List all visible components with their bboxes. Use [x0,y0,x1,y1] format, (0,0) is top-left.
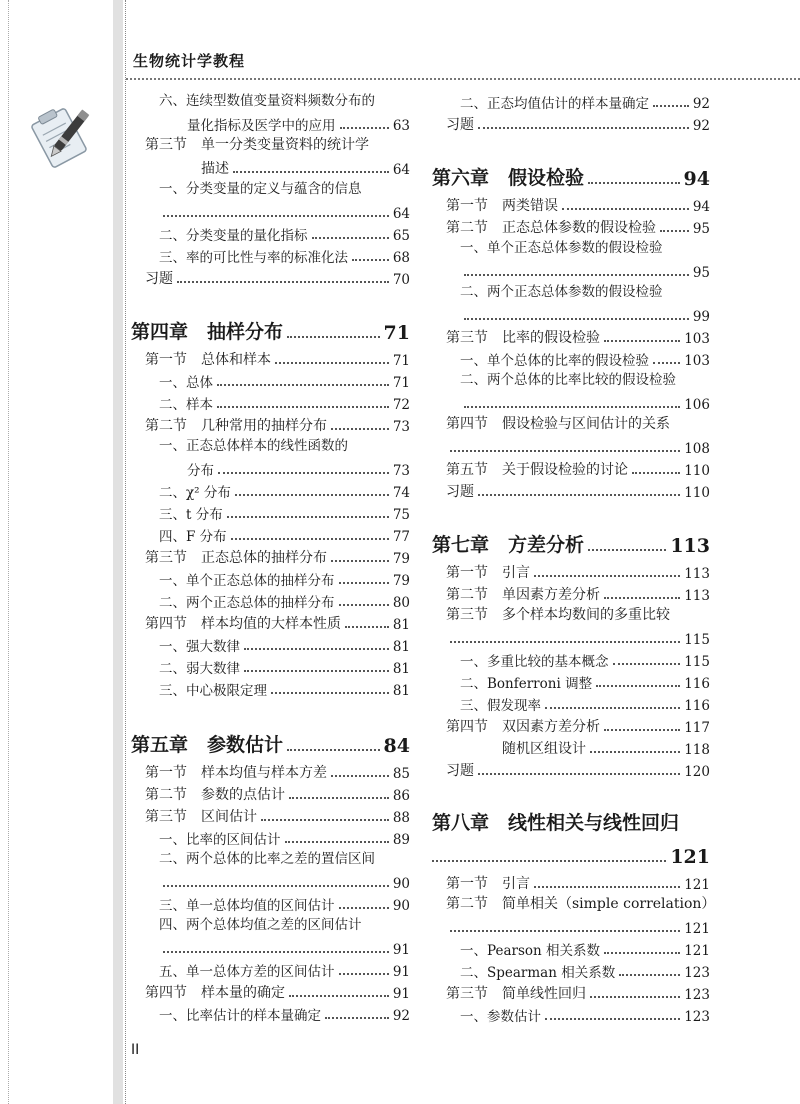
toc-entry-title: 第三节 多个样本均数间的多重比较 [446,607,670,623]
dot-leader [478,494,680,496]
toc-entry-title: 第三节 区间估计 [145,809,257,825]
toc-entry-title: 三、单一总体均值的区间估计 [159,898,335,914]
left-margin-dotted-line [8,0,9,1104]
toc-section-entry[interactable] [432,193,710,215]
toc-entry-title: 第五章 参数估计 [131,734,284,756]
toc-entry-page: 90 [392,898,410,914]
dot-leader [312,237,389,239]
dot-leader [596,685,680,687]
clipboard-pen-icon [26,100,92,170]
toc-entry-title: 习题 [446,763,474,779]
toc-entry-page: 103 [684,353,710,369]
toc-subsection-entry[interactable] [131,479,410,501]
dot-leader [275,362,389,364]
toc-entry-title: 一、Pearson 相关系数 [460,943,601,959]
toc-entry-title: 第三节 比率的假设检验 [446,330,600,346]
toc-subsection-entry[interactable] [432,648,710,670]
toc-entry-page: 84 [383,735,410,757]
toc-entry-page: 91 [392,942,410,958]
toc-entry-title: 一、单个总体的比率的假设检验 [460,353,649,369]
dot-leader [325,1017,389,1019]
toc-entry-page: 116 [684,676,710,692]
toc-entry-page: 65 [392,228,410,244]
dot-leader [604,340,680,342]
dot-leader [588,182,680,184]
dot-leader [534,575,680,577]
toc-entry-title: 四、两个总体均值之差的区间估计 [159,917,362,933]
dot-leader [590,996,680,998]
toc-entry-page: 90 [392,876,410,892]
toc-section-entry[interactable] [131,760,410,782]
dot-leader [660,230,689,232]
toc-chapter-entry[interactable] [131,316,410,344]
dot-leader [604,952,680,954]
toc-subsection-entry[interactable] [131,90,410,134]
toc-subsection-entry[interactable] [131,589,410,611]
toc-subsection-entry[interactable] [131,1002,410,1024]
toc-entry-page: 81 [392,661,410,677]
toc-subsection-entry[interactable] [432,237,710,281]
toc-subsection-entry[interactable] [432,959,710,981]
toc-subsection-entry[interactable] [131,178,410,222]
toc-entry-page: 121 [684,943,710,959]
toc-entry-page: 120 [684,764,710,780]
toc-entry-title: 习题 [145,271,173,287]
toc-section-entry[interactable] [131,804,410,826]
toc-entry-title: 第四节 双因素方差分析 [446,719,600,735]
toc-subsection-entry[interactable] [131,826,410,848]
toc-entry-page: 121 [684,921,710,937]
toc-entry-page: 95 [692,221,710,237]
toc-section-entry[interactable] [432,457,710,479]
toc-entry-page: 113 [684,566,710,582]
toc-subsection-entry[interactable] [432,281,710,325]
toc-subsection-entry[interactable] [432,670,710,692]
dot-leader [177,281,389,283]
toc-entry-page: 81 [392,683,410,699]
toc-entry-page: 106 [684,397,710,413]
dot-leader [352,259,389,261]
toc-subsection-entry[interactable] [131,958,410,980]
toc-entry-title: 第一节 引言 [446,876,530,892]
toc-entry-page: 123 [684,987,710,1003]
toc-entry-title: 二、弱大数律 [159,661,240,677]
dot-leader [163,885,389,887]
dot-leader [217,406,389,408]
toc-section-entry[interactable] [131,980,410,1002]
toc-entry-title: 第一节 两类错误 [446,198,558,214]
toc-entry-title: 习题 [446,484,474,500]
toc-subsection-entry[interactable] [131,391,410,413]
toc-subsection-entry[interactable] [131,435,410,479]
toc-entry-page: 80 [392,595,410,611]
toc-entry-title: 一、比率估计的样本量确定 [159,1008,321,1024]
dot-leader [287,336,380,338]
toc-exercise-entry[interactable] [432,479,710,501]
toc-entry-title: 一、强大数律 [159,639,240,655]
toc-entry-title: 二、Spearman 相关系数 [460,965,616,981]
binding-margin-bar [113,0,123,1104]
toc-entry-title: 五、单一总体方差的区间估计 [159,964,335,980]
toc-entry-title: 二、χ² 分布 [159,485,231,501]
dot-leader [339,582,389,584]
dot-leader [233,171,389,173]
toc-subsection-entry[interactable] [131,633,410,655]
toc-section-entry[interactable] [432,714,710,736]
toc-section-entry[interactable] [432,871,710,893]
toc-entry-page: 86 [392,788,410,804]
toc-entry-page: 81 [392,639,410,655]
toc-entry-page: 89 [392,832,410,848]
dot-leader [339,973,389,975]
running-header-title: 生物统计学教程 [133,52,246,70]
dot-leader [478,127,689,129]
toc-entry-page: 94 [692,199,710,215]
toc-entry-title: 第一节 样本均值与样本方差 [145,765,327,781]
toc-entry-title: 第六章 假设检验 [432,167,585,189]
toc-section-entry[interactable] [432,413,710,457]
toc-entry-title: 一、参数估计 [460,1009,541,1025]
toc-entry-title: 三、率的可比性与率的标准化法 [159,250,348,266]
toc-entry-page: 63 [392,118,410,134]
toc-entry-page: 73 [392,419,410,435]
toc-section-entry[interactable] [432,582,710,604]
toc-section-entry[interactable] [131,134,410,178]
toc-entry-page: 94 [683,168,710,190]
toc-entry-title: 第四节 样本均值的大样本性质 [145,616,341,632]
toc-entry-page: 110 [684,485,710,501]
toc-entry-title: 三、t 分布 [159,507,223,523]
dot-leader [235,494,389,496]
dot-leader [331,428,389,430]
toc-entry-page: 77 [392,529,410,545]
toc-entry-title: 第一节 引言 [446,565,530,581]
toc-subsection-entry[interactable] [432,369,710,413]
dot-leader [271,692,389,694]
dot-leader [285,841,389,843]
toc-entry-page: 92 [692,96,710,112]
toc-entry-title: 三、中心极限定理 [159,683,267,699]
toc-subsection-entry[interactable] [432,90,710,112]
toc-chapter-entry[interactable] [432,162,710,190]
dot-leader [604,597,680,599]
dot-leader [289,995,389,997]
toc-section-entry[interactable] [432,215,710,237]
toc-entry-page: 99 [692,309,710,325]
toc-subsection-entry[interactable] [131,655,410,677]
toc-exercise-entry[interactable] [432,758,710,780]
dot-leader [289,797,389,799]
toc-entry-title: 第二节 单因素方差分析 [446,587,600,603]
dot-leader [339,907,389,909]
toc-entry-page: 108 [684,441,710,457]
toc-entry-title: 第四节 假设检验与区间估计的关系 [446,416,670,432]
dot-leader [464,274,689,276]
dot-leader [604,729,680,731]
toc-entry-title: 三、假发现率 [460,698,541,714]
toc-entry-title: 一、多重比较的基本概念 [460,654,609,670]
toc-entry-page: 91 [392,986,410,1002]
toc-entry-page: 123 [684,965,710,981]
toc-entry-page: 71 [383,322,410,344]
toc-entry-page: 95 [692,265,710,281]
dot-leader [287,749,380,751]
dot-leader [464,406,680,408]
dot-leader [227,516,389,518]
toc-entry-title: 第一节 总体和样本 [145,352,271,368]
toc-entry-title: 习题 [446,117,474,133]
toc-exercise-entry[interactable] [131,266,410,288]
toc-entry-title: 一、总体 [159,375,213,391]
toc-entry-title: 一、单个正态总体的抽样分布 [159,573,335,589]
toc-entry-page: 118 [684,742,710,758]
toc-entry-title: 第八章 线性相关与线性回归 [432,812,680,834]
dot-leader [562,208,689,210]
dot-leader [613,663,681,665]
toc-entry-page: 92 [692,118,710,134]
toc-chapter-entry[interactable] [432,529,710,557]
toc-entry-page: 79 [392,573,410,589]
toc-entry-page: 68 [392,250,410,266]
dot-leader [632,472,680,474]
toc-subsection-entry[interactable] [131,244,410,266]
toc-entry-title: 二、两个正态总体参数的假设检验 [460,284,663,300]
toc-subsection-entry[interactable] [432,347,710,369]
toc-entry-title: 第七章 方差分析 [432,534,585,556]
toc-entry-title: 第二节 简单相关（simple correlation） [446,896,716,912]
toc-right-column [432,90,716,1025]
toc-entry-title: 一、单个正态总体参数的假设检验 [460,240,663,256]
toc-entry-page: 72 [392,397,410,413]
dot-leader [244,670,389,672]
toc-section-entry[interactable] [131,782,410,804]
dot-leader [478,773,680,775]
toc-entry-page: 71 [392,375,410,391]
toc-subsection-entry[interactable] [432,1003,710,1025]
toc-entry-page: 74 [392,485,410,501]
dot-leader [450,450,680,452]
toc-entry-page: 73 [392,463,410,479]
toc-entry-title: 二、样本 [159,397,213,413]
dot-leader [340,127,389,129]
dot-leader [450,641,680,643]
toc-entry-page: 121 [684,877,710,893]
toc-entry-title: 二、正态均值估计的样本量确定 [460,96,649,112]
dot-leader [244,648,389,650]
dot-leader [653,362,680,364]
toc-entry-page: 116 [684,698,710,714]
toc-entry-page: 70 [392,272,410,288]
toc-left-column [131,90,410,1024]
toc-entry-title: 四、F 分布 [159,529,227,545]
toc-section-entry[interactable] [432,893,716,937]
dot-leader [331,560,389,562]
toc-entry-title-continued: 描述 [201,161,229,177]
toc-entry-title: 六、连续型数值变量资料频数分布的 [159,93,375,109]
dot-leader [163,215,389,217]
dot-leader [261,819,389,821]
toc-entry-page: 110 [684,463,710,479]
toc-entry-title: 第五节 关于假设检验的讨论 [446,462,628,478]
toc-subsection-entry[interactable] [131,369,410,391]
toc-entry-title: 第三节 单一分类变量资料的统计学 [145,137,369,153]
toc-entry-page: 113 [670,535,710,557]
toc-section-entry[interactable] [432,604,710,648]
toc-entry-title: 第二节 参数的点估计 [145,787,285,803]
dot-leader [450,930,680,932]
toc-entry-title: 二、两个总体的比率之差的置信区间 [159,851,375,867]
toc-entry-title: 第四节 样本量的确定 [145,985,285,1001]
toc-entry-page: 92 [392,1008,410,1024]
dot-leader [588,549,666,551]
toc-entry-page: 64 [392,206,410,222]
toc-section-entry[interactable] [131,413,410,435]
dot-leader [619,974,680,976]
toc-subsection-entry[interactable] [432,692,710,714]
toc-entry-page: 113 [684,588,710,604]
dot-leader [331,775,389,777]
toc-subsection-entry[interactable] [131,222,410,244]
toc-section-entry[interactable] [131,611,410,633]
dot-leader [345,626,389,628]
toc-subsection-entry[interactable] [131,677,410,699]
dot-leader [231,538,389,540]
toc-section-entry[interactable] [432,560,710,582]
binding-dotted-line [125,0,126,1104]
toc-entry-page: 91 [392,964,410,980]
toc-entry-title: 第二节 几种常用的抽样分布 [145,418,327,434]
toc-entry-page: 79 [392,551,410,567]
dot-leader [339,604,389,606]
dot-leader [590,751,680,753]
dot-leader [464,318,689,320]
toc-entry-title: 二、Bonferroni 调整 [460,676,593,692]
toc-entry-page: 81 [392,617,410,633]
toc-entry-title: 二、两个正态总体的抽样分布 [159,595,335,611]
dot-leader [545,1018,680,1020]
toc-entry-title: 第四章 抽样分布 [131,321,284,343]
toc-entry-title-continued: 分布 [187,463,214,479]
toc-subsection-entry[interactable] [131,914,410,958]
toc-section-entry[interactable] [432,736,710,758]
toc-entry-title: 随机区组设计 [446,741,586,757]
toc-entry-title: 一、比率的区间估计 [159,832,281,848]
toc-entry-page: 85 [392,766,410,782]
dot-leader [217,384,389,386]
toc-entry-title: 第三节 正态总体的抽样分布 [145,550,327,566]
toc-entry-page: 121 [670,846,710,868]
toc-entry-page: 88 [392,810,410,826]
toc-subsection-entry[interactable] [131,892,410,914]
toc-entry-title: 第三节 简单线性回归 [446,986,586,1002]
toc-entry-page: 75 [392,507,410,523]
toc-chapter-entry[interactable] [131,729,410,757]
toc-subsection-entry[interactable] [432,937,710,959]
toc-entry-page: 117 [684,720,710,736]
toc-section-entry[interactable] [432,325,710,347]
dot-leader [432,860,666,862]
header-rule [126,78,800,80]
dot-leader [163,951,389,953]
toc-entry-page: 115 [684,654,710,670]
toc-chapter-entry[interactable] [432,808,710,868]
toc-entry-title: 二、分类变量的量化指标 [159,228,308,244]
toc-section-entry[interactable] [432,981,710,1003]
toc-entry-title: 一、正态总体样本的线性函数的 [159,438,348,454]
toc-subsection-entry[interactable] [131,567,410,589]
dot-leader [653,105,689,107]
dot-leader [534,886,680,888]
toc-subsection-entry[interactable] [131,848,410,892]
toc-entry-title: 一、分类变量的定义与蕴含的信息 [159,181,362,197]
toc-exercise-entry[interactable] [432,112,710,134]
toc-entry-page: 103 [684,331,710,347]
page-number: II [131,1042,140,1058]
toc-entry-title-continued: 量化指标及医学中的应用 [187,118,336,134]
toc-entry-page: 64 [392,162,410,178]
toc-section-entry[interactable] [131,347,410,369]
toc-section-entry[interactable] [131,545,410,567]
toc-entry-page: 115 [684,632,710,648]
toc-entry-title: 第二节 正态总体参数的假设检验 [446,220,656,236]
toc-subsection-entry[interactable] [131,523,410,545]
dot-leader [218,472,389,474]
dot-leader [545,707,680,709]
toc-entry-title: 二、两个总体的比率比较的假设检验 [460,372,676,388]
toc-entry-page: 71 [392,353,410,369]
toc-subsection-entry[interactable] [131,501,410,523]
toc-entry-page: 123 [684,1009,710,1025]
